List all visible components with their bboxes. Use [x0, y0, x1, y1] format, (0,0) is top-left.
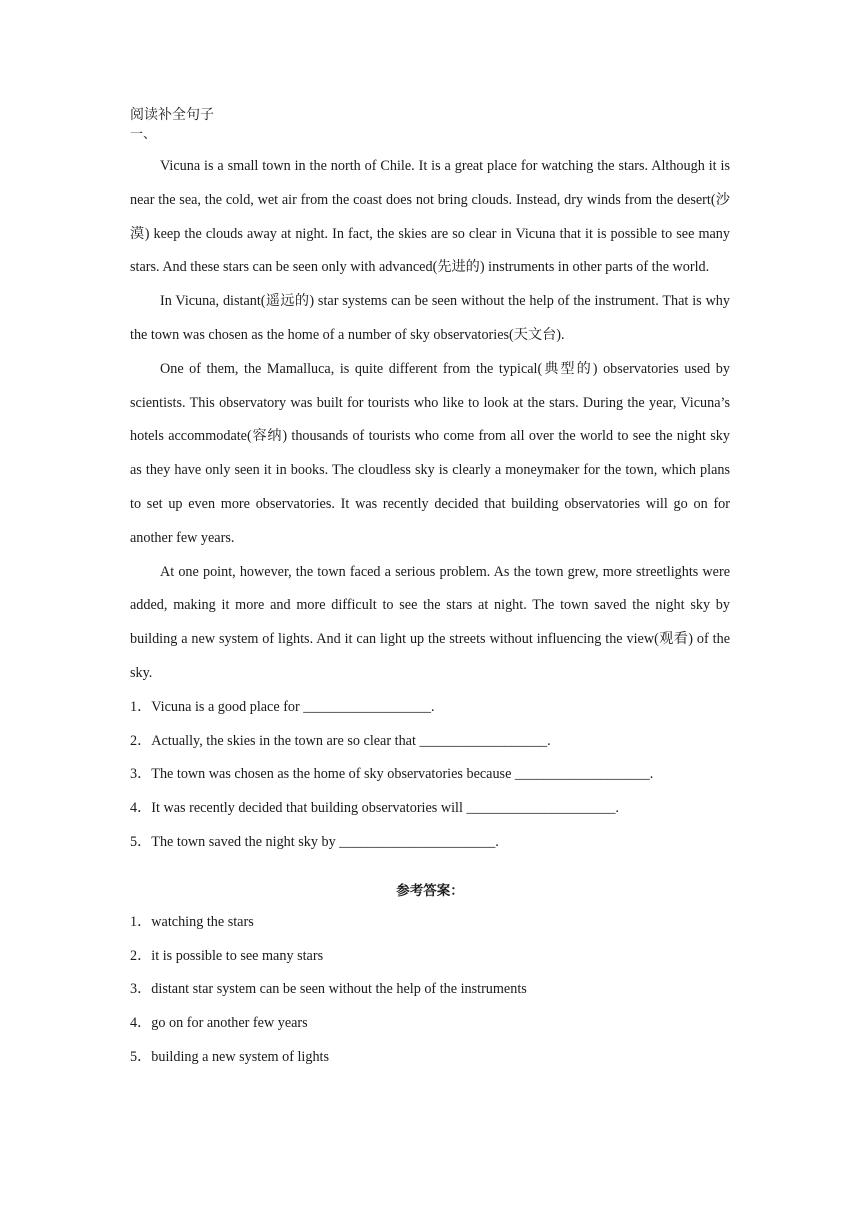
- document-page: [130, 104, 730, 1075]
- question-5: 5．The town saved the night sky by ______________________.: [130, 833, 499, 850]
- passage-paragraph-1: Vicuna is a small town in the north of Chile. It is a great place for watching the stars. Although it is near the sea, the cold, wet air from the coast does not bring clouds. Instead, dry winds from the desert(沙漠) keep the clouds away at night. In fact, the skies are so clear in Vicuna that it is possible to see many stars. And these stars can be seen only with advanced(先进的) instruments in other parts of the world.: [130, 158, 730, 276]
- passage-paragraph-2: In Vicuna, distant(遥远的) star systems can be seen without the help of the instrument. That is why the town was chosen as the home of a number of sky observatories(天文台).: [130, 293, 730, 343]
- answer-key-heading: 参考答案：: [396, 882, 464, 899]
- passage-paragraph-3: One of them, the Mamalluca, is quite different from the typical(典型的) observatories used by scientists. This observatory was built for tourists who like to look at the stars. During the year, Vicuna’s hotels accommodate(容纳) thousands of tourists who come from all over the world to see the night sky as they have only seen it in books. The cloudless sky is clearly a moneymaker for the town, which plans to set up even more observatories. It was recently decided that building observatories will go on for another few years.: [130, 360, 730, 546]
- question-1: 1．Vicuna is a good place for __________________.: [130, 698, 435, 715]
- answer-1: 1．watching the stars: [130, 913, 254, 930]
- answer-4: 4．go on for another few years: [130, 1015, 308, 1032]
- question-3: 3．The town was chosen as the home of sky observatories because ___________________.: [130, 766, 654, 783]
- question-4: 4．It was recently decided that building observatories will _____________________.: [130, 800, 619, 817]
- section-number: 一、: [130, 127, 157, 142]
- answer-2: 2．it is possible to see many stars: [130, 947, 324, 964]
- document-title: 阅读补全句子: [130, 107, 214, 123]
- answer-5: 5．building a new system of lights: [130, 1048, 330, 1065]
- question-2: 2．Actually, the skies in the town are so clear that __________________.: [130, 732, 551, 749]
- passage-paragraph-4: At one point, however, the town faced a serious problem. As the town grew, more streetlights were added, making it more and more difficult to see the stars at night. The town saved the night sky by building a new system of lights. And it can light up the streets without influencing the view(观看) of the sky.: [130, 563, 730, 681]
- answer-3: 3．distant star system can be seen without the help of the instruments: [130, 981, 527, 998]
